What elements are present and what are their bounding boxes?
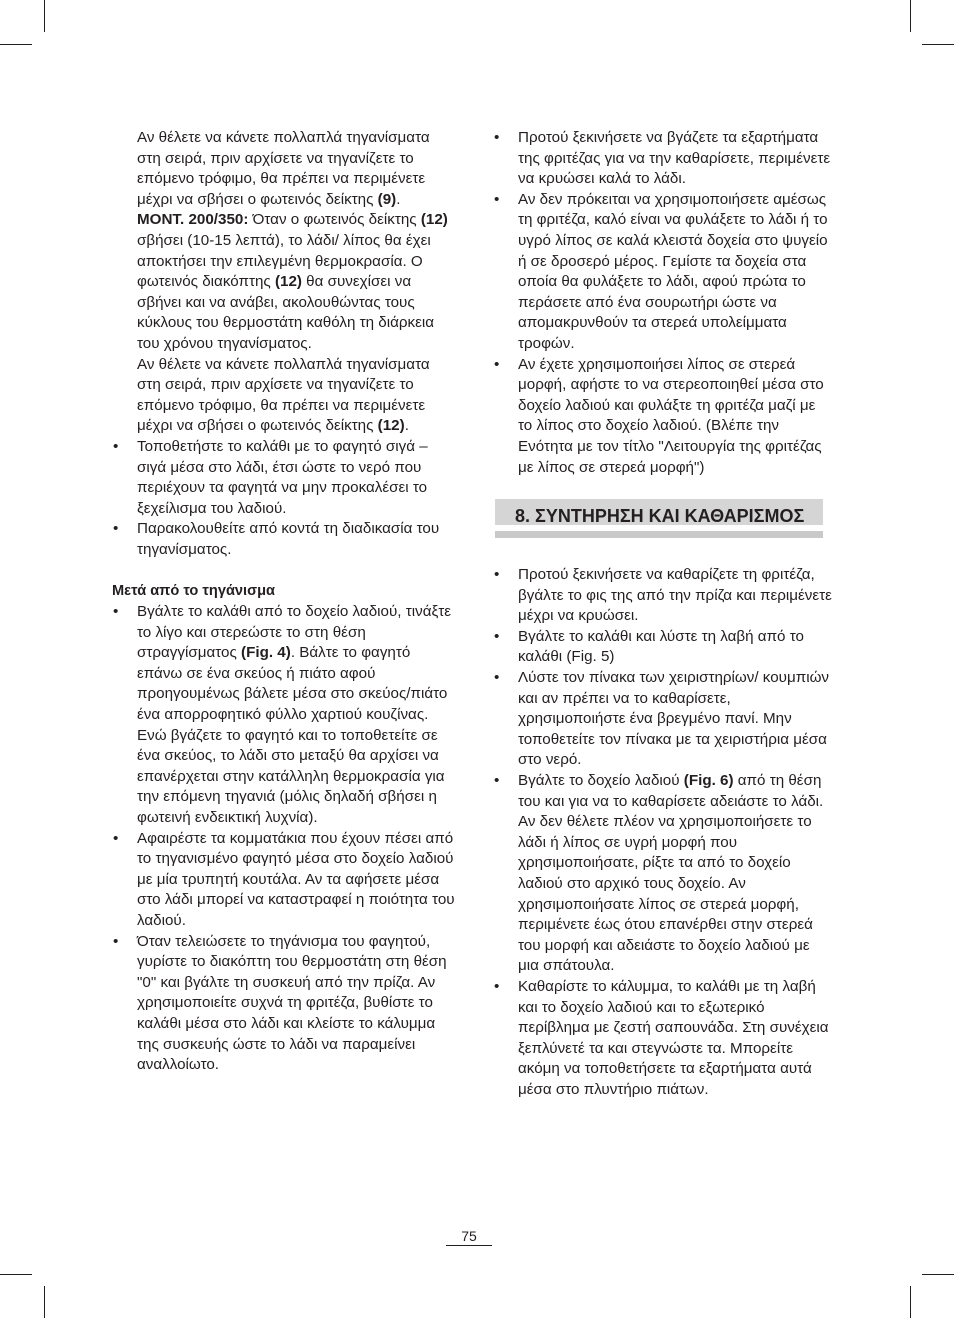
right-column [493,128,833,1101]
list-item: • Παρακολουθείτε από κοντά τη διαδικασία του τηγανίσματος. [112,519,457,560]
list-item: • Αφαιρέστε τα κομματάκια που έχουν πέσει από το τηγανισμένο φαγητό μέσα στο δοχείο λαδιού με μία τρυπητή κουτάλα. Αν τα αφήσετε μέσα στο λάδι μπορεί να καταστραφεί η ποιότητα του λαδιού. [112,829,457,932]
crop-mark [44,0,45,32]
list-item: • Όταν τελειώσετε το τηγάνισμα του φαγητού, γυρίστε το διακόπτη του θερμοστάτη στη θέση "0" και βγάλτε τη συσκευή από την πρίζα. Αν χρησιμοποιείτε συχνά τη φριτέζα, βυθίστε το καλάθι μέσα στο λάδι και κλείστε το κάλυμμα της συσκευής ώστε το λάδι να παραμείνει αναλλοίωτο. [112,932,457,1076]
list-item: • Προτού ξεκινήσετε να βγάζετε τα εξαρτήματα της φριτέζας για να την καθαρίσετε, περιμένετε να κρυώσει καλά το λάδι. [493,128,833,190]
list-item: • Βγάλτε το δοχείο λαδιού (Fig. 6) από τη θέση του και για να το καθαρίσετε αδειάστε το λάδι. Αν δεν θέλετε πλέον να χρησιμοποιήσετε το λάδι ή λίπος σε υγρή μορφή που χρησιμοποιήσατε, ρίξτε τα από το δοχείο λαδιού στο αρχικό τους δοχείο. Αν χρησιμοποιήσατε λίπος σε στερεά μορφή, περιμένετε έως ότου επανέρθει στην στερεά του μορφή και αδειάστε το δοχείο λαδιού με μια σπάτουλα. [493,771,833,977]
list-item: • Προτού ξεκινήσετε να καθαρίζετε τη φριτέζα, βγάλτε το φις της από την πρίζα και περιμένετε μέχρι να κρυώσει. [493,565,833,627]
list-item: • Αν δεν πρόκειται να χρησιμοποιήσετε αμέσως τη φριτέζα, καλό είναι να φυλάξετε το λάδι ή το υγρό λίπος σε καλά κλειστά δοχεία στο ψυγείο ή σε δροσερό μέρος. Γεμίστε τα δοχεία στα οποία θα φυλάξετε το λάδι, αφού πρώτα το περάσετε από ένα σουρωτήρι ώστε να απομακρυνθούν τα στερεά υπολείμματα τροφών. [493,190,833,355]
subheading-after-frying: Μετά από το τηγάνισμα [112,583,275,600]
bullet-list-after-frying [112,602,457,1076]
crop-mark [922,1274,954,1275]
bullet-list-cleaning [493,565,833,1100]
bullet-list-frying [112,437,457,561]
section-heading-maintenance: 8. ΣΥΝΤΗΡΗΣΗ ΚΑΙ ΚΑΘΑΡΙΣΜΟΣ [495,499,823,531]
crop-mark [0,44,32,45]
crop-mark [910,1286,911,1318]
crop-mark [44,1286,45,1318]
list-item: • Αν έχετε χρησιμοποιήσει λίπος σε στερεά μορφή, αφήστε το να στερεοποιηθεί μέσα στο δοχείο λαδιού και φυλάξτε τη φριτέζα μαζί με το λίπος στο δοχείο λαδιού. (Βλέπε την Ενότητα με τον τίτλο "Λειτουργία της φριτέζας με λίπος σε στερεά μορφή") [493,355,833,479]
left-column [112,128,457,1076]
crop-mark [922,44,954,45]
paragraph-multiple-frying-12: Αν θέλετε να κάνετε πολλαπλά τηγανίσματα στη σειρά, πριν αρχίσετε να τηγανίζετε το επόμενο τρόφιμο, θα πρέπει να περιμένετε μέχρι να σβήσει ο φωτεινός δείκτης (12). [137,355,430,435]
paragraph-model-200-350: MONT. 200/350: Όταν ο φωτεινός δείκτης (12) σβήσει (10-15 λεπτά), το λάδι/ λίπος θα έχει αποκτήσει την επιλεγμένη θερμοκρασία. Ο φωτεινός διακόπτης (12) θα συνεχίσει να σβήνει και να ανάβει, ακολουθώντας τους κύκλους του θερμοστάτη καθόλη τη διάρκεια του χρόνου τηγανίσματος. [137,211,448,352]
list-item: • Βγάλτε το καλάθι και λύστε τη λαβή από το καλάθι (Fig. 5) [493,627,833,668]
list-item: • Βγάλτε το καλάθι από το δοχείο λαδιού, τινάξτε το λίγο και στερεώστε το στη θέση στραγγίσματος (Fig. 4). Βάλτε το φαγητό επάνω σε ένα σκεύος ή πιάτο αφού προηγουμένως βάλετε μέσα στο σκεύος/πιάτο ένα απορροφητικό φύλλο χαρτιού κουζίνας. Ενώ βγάζετε το φαγητό και το τοποθετείτε σε ένα σκεύος, το λάδι στο μεταξύ θα αρχίσει να επανέρχεται στην κατάλληλη θερμοκρασία για την επόμενη τηγανιά (μόλις δηλαδή σβήσει η φωτεινή ενδεικτική λυχνία). [112,602,457,829]
list-item: • Καθαρίστε το κάλυμμα, το καλάθι με τη λαβή και το δοχείο λαδιού και το εξωτερικό περίβλημα με ζεστή σαπουνάδα. Στη συνέχεια ξεπλύνετέ τα και στεγνώστε τα. Μπορείτε ακόμη να τοποθετήσετε τα εξαρτήματα αυτά μέσα στο πλυντήριο πιάτων. [493,977,833,1101]
crop-mark [0,1274,32,1275]
page-number: 75 [446,1227,492,1246]
bullet-list-storage [493,128,833,478]
list-item: • Λύστε τον πίνακα των χειριστηρίων/ κουμπιών και αν πρέπει να το καθαρίσετε, χρησιμοποιήστε ένα βρεγμένο πανί. Μην τοποθετείτε τον πίνακα με τα χειριστήρια μέσα στο νερό. [493,668,833,771]
crop-mark [910,0,911,32]
paragraph-multiple-frying-9: Αν θέλετε να κάνετε πολλαπλά τηγανίσματα στη σειρά, πριν αρχίσετε να τηγανίζετε το επόμενο τρόφιμο, θα πρέπει να περιμένετε μέχρι να σβήσει ο φωτεινός δείκτης (9). [137,129,430,208]
list-item: • Τοποθετήστε το καλάθι με το φαγητό σιγά – σιγά μέσα στο λάδι, έτσι ώστε το νερό που περιέχουν τα φαγητά να μην προκαλέσει το ξεχείλισμα του λαδιού. [112,437,457,519]
